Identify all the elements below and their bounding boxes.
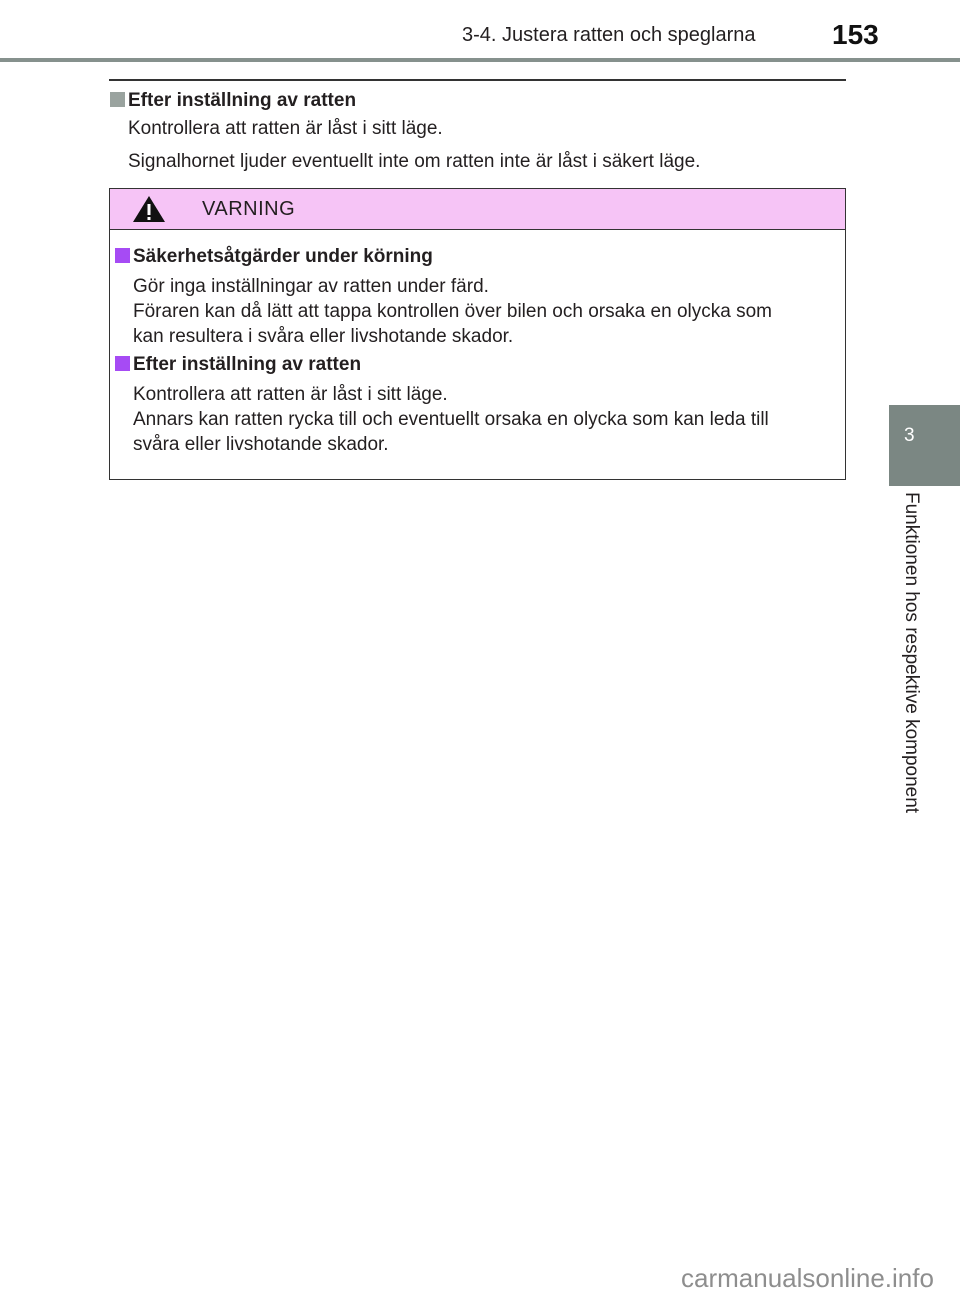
warning-line: Gör inga inställningar av ratten under färd. [133,276,489,297]
warning-line: svåra eller livshotande skador. [133,434,389,455]
warning-section-heading-text: Säkerhetsåtgärder under körning [133,246,433,267]
chapter-number: 3 [904,425,915,446]
square-bullet-icon [115,248,130,263]
content-rule [109,79,846,81]
warning-section [115,246,772,349]
main-heading-text: Efter inställning av ratten [128,90,357,111]
warning-section-heading [115,354,769,376]
warning-header [110,189,845,230]
square-bullet-icon [115,356,130,371]
warning-line: Annars kan ratten rycka till och eventuellt orsaka en olycka som kan leda till [133,409,769,430]
warning-box [109,188,846,480]
watermark: carmanualsonline.info [681,1263,934,1293]
main-line: Kontrollera att ratten är låst i sitt läge. [128,118,443,139]
warning-triangle-icon [132,195,166,223]
warning-section [115,354,769,457]
warning-line: Kontrollera att ratten är låst i sitt läge. [133,384,448,405]
warning-section-heading [115,246,772,268]
section-title: 3-4. Justera ratten och speglarna [462,24,756,46]
header-rule [0,58,960,62]
page-number: 153 [832,19,879,50]
warning-title: VARNING [202,198,296,220]
warning-line: Föraren kan då lätt att tappa kontrollen över bilen och orsaka en olycka som [133,301,772,322]
main-section [110,90,700,174]
square-bullet-icon [110,92,125,107]
chapter-title: Funktionen hos respektive komponent [901,492,922,814]
chapter-title-vertical [896,492,926,832]
main-line: Signalhornet ljuder eventuellt inte om ratten inte är låst i säkert läge. [128,151,701,172]
warning-line: kan resultera i svåra eller livshotande skador. [133,326,514,347]
warning-section-heading-text: Efter inställning av ratten [133,354,362,375]
main-heading [110,90,700,112]
chapter-tab [889,405,960,486]
